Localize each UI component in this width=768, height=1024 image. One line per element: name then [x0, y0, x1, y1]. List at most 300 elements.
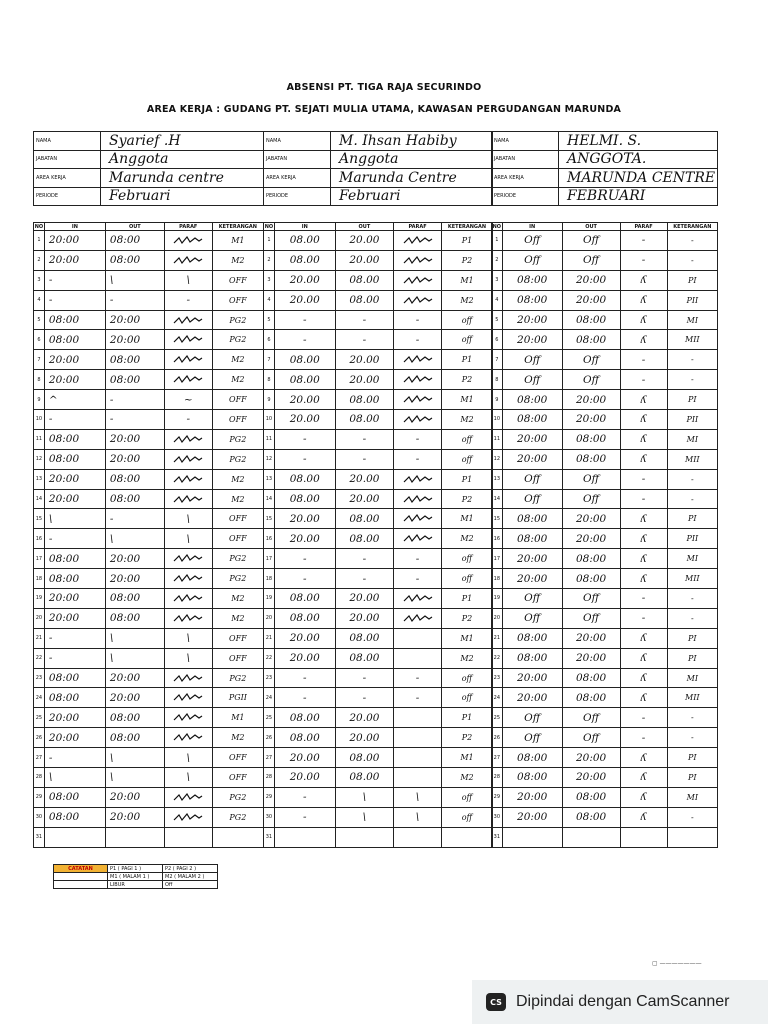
info-label-periode: PERIODE [264, 187, 331, 206]
day-number: 20 [492, 608, 503, 628]
paraf: \ [394, 787, 442, 807]
paraf: ʎ [620, 270, 667, 290]
paraf [620, 827, 667, 847]
legend-m2: M2 ( MALAM 2 ) [163, 873, 218, 881]
time-in: 08:00 [44, 330, 105, 350]
time-in: 08:00 [44, 569, 105, 589]
keterangan: P2 [441, 728, 492, 748]
day-number: 19 [492, 589, 503, 609]
keterangan: off [441, 310, 492, 330]
time-in: Off [502, 608, 562, 628]
keterangan: - [667, 589, 717, 609]
keterangan [441, 827, 492, 847]
paraf [394, 509, 442, 529]
paraf: - [394, 688, 442, 708]
table-row [264, 628, 493, 648]
keterangan: M1 [441, 748, 492, 768]
time-out: 08:00 [105, 469, 164, 489]
header-ket: KETERANGAN [667, 223, 717, 231]
time-in: 08:00 [44, 449, 105, 469]
keterangan: - [667, 231, 717, 251]
day-number: 8 [34, 370, 45, 390]
day-number: 4 [264, 290, 275, 310]
day-number: 31 [34, 827, 45, 847]
time-in: 20:00 [44, 370, 105, 390]
day-number: 16 [34, 529, 45, 549]
keterangan: M2 [212, 469, 263, 489]
table-row [34, 787, 264, 807]
keterangan: OFF [212, 390, 263, 410]
time-in: - [44, 270, 105, 290]
paraf [164, 708, 212, 728]
time-in: 20:00 [44, 608, 105, 628]
time-in: 08:00 [502, 509, 562, 529]
time-out: 20.00 [335, 728, 394, 748]
table-row [34, 250, 264, 270]
signature-icon [403, 296, 433, 305]
keterangan: off [441, 688, 492, 708]
table-row [264, 390, 493, 410]
table-row [264, 429, 493, 449]
table-row [492, 469, 718, 489]
paraf [394, 290, 442, 310]
keterangan: MII [667, 569, 717, 589]
time-out: 20:00 [105, 310, 164, 330]
time-in: 08:00 [502, 290, 562, 310]
day-number: 10 [264, 410, 275, 430]
paraf: ʎ [620, 807, 667, 827]
table-row [492, 250, 718, 270]
keterangan: P1 [441, 350, 492, 370]
keterangan: M2 [441, 648, 492, 668]
day-number: 12 [34, 449, 45, 469]
keterangan: off [441, 668, 492, 688]
paraf: ʎ [620, 449, 667, 469]
keterangan: off [441, 569, 492, 589]
table-row [492, 529, 718, 549]
table-row [264, 807, 493, 827]
time-in: 08.00 [274, 608, 335, 628]
table-row [34, 748, 264, 768]
time-in: - [44, 529, 105, 549]
paraf: ʎ [620, 648, 667, 668]
paraf: - [394, 429, 442, 449]
day-number: 14 [34, 489, 45, 509]
header-paraf: PARAF [164, 223, 212, 231]
table-row [492, 390, 718, 410]
keterangan: off [441, 449, 492, 469]
table-row [264, 410, 493, 430]
keterangan: PG2 [212, 429, 263, 449]
time-out: 20.00 [335, 370, 394, 390]
paraf [164, 549, 212, 569]
time-out: 08:00 [105, 231, 164, 251]
day-number: 15 [492, 509, 503, 529]
day-number: 23 [264, 668, 275, 688]
table-row [492, 748, 718, 768]
day-number: 3 [34, 270, 45, 290]
paraf: ʎ [620, 429, 667, 449]
day-number: 7 [264, 350, 275, 370]
keterangan: MII [667, 330, 717, 350]
keterangan: PII [667, 290, 717, 310]
table-row [492, 688, 718, 708]
paraf [164, 489, 212, 509]
info-value-nama: HELMI. S. [559, 132, 718, 151]
day-number: 11 [34, 429, 45, 449]
attendance-table-2 [263, 222, 493, 848]
day-number: 4 [492, 290, 503, 310]
day-number: 17 [492, 549, 503, 569]
table-row [34, 330, 264, 350]
keterangan: OFF [212, 648, 263, 668]
table-row [264, 688, 493, 708]
time-in: Off [502, 489, 562, 509]
day-number: 31 [492, 827, 503, 847]
paraf [394, 748, 442, 768]
table-row [492, 270, 718, 290]
day-number: 20 [264, 608, 275, 628]
legend-table [53, 864, 218, 889]
camscanner-icon: CS [486, 993, 506, 1011]
day-number: 13 [264, 469, 275, 489]
day-number: 31 [264, 827, 275, 847]
time-out: 20:00 [562, 270, 620, 290]
table-row [264, 668, 493, 688]
time-out: 08:00 [105, 250, 164, 270]
signature-icon [173, 554, 203, 563]
time-out: Off [562, 608, 620, 628]
time-in: Off [502, 231, 562, 251]
signature-icon [403, 415, 433, 424]
day-number: 29 [264, 787, 275, 807]
paraf: - [394, 330, 442, 350]
paraf: \ [164, 628, 212, 648]
day-number: 14 [264, 489, 275, 509]
day-number: 7 [492, 350, 503, 370]
time-in: - [44, 628, 105, 648]
table-row [264, 231, 493, 251]
info-value-area: MARUNDA CENTRE [559, 169, 718, 188]
paraf: - [620, 589, 667, 609]
day-number: 26 [264, 728, 275, 748]
info-value-nama: Syarief .H [101, 132, 264, 151]
day-number: 4 [34, 290, 45, 310]
time-out: 08:00 [105, 489, 164, 509]
table-row [264, 827, 493, 847]
day-number: 20 [34, 608, 45, 628]
signature-icon [173, 733, 203, 742]
time-in: 20:00 [502, 569, 562, 589]
time-in: 20:00 [502, 668, 562, 688]
paraf [394, 250, 442, 270]
keterangan: M2 [212, 589, 263, 609]
keterangan: M1 [212, 708, 263, 728]
info-label-periode: PERIODE [34, 187, 101, 206]
time-out: - [105, 290, 164, 310]
table-row [34, 569, 264, 589]
time-out: 08.00 [335, 509, 394, 529]
paraf [164, 330, 212, 350]
time-in: 20:00 [44, 469, 105, 489]
time-in: 20:00 [502, 787, 562, 807]
day-number: 2 [492, 250, 503, 270]
time-in: Off [502, 589, 562, 609]
table-row [492, 429, 718, 449]
time-out: 08.00 [335, 529, 394, 549]
keterangan: off [441, 330, 492, 350]
table-row [264, 748, 493, 768]
table-row [492, 569, 718, 589]
day-number: 8 [264, 370, 275, 390]
table-row [34, 390, 264, 410]
time-out: 08:00 [562, 549, 620, 569]
signature-icon [173, 236, 203, 245]
time-in: - [274, 688, 335, 708]
table-row [492, 668, 718, 688]
info-label-jabatan: JABATAN [492, 150, 559, 169]
legend-p1: P1 ( PAGI 1 ) [108, 865, 163, 873]
paraf [164, 668, 212, 688]
time-out: - [335, 569, 394, 589]
time-out: - [105, 390, 164, 410]
keterangan: PG2 [212, 310, 263, 330]
day-number: 8 [492, 370, 503, 390]
day-number: 10 [34, 410, 45, 430]
day-number: 22 [34, 648, 45, 668]
time-out: \ [105, 748, 164, 768]
paraf [394, 827, 442, 847]
time-out: - [105, 509, 164, 529]
day-number: 11 [492, 429, 503, 449]
header-paraf: PARAF [394, 223, 442, 231]
keterangan: off [441, 549, 492, 569]
time-out: Off [562, 489, 620, 509]
keterangan: P1 [441, 589, 492, 609]
table-row [264, 449, 493, 469]
time-out: 20.00 [335, 469, 394, 489]
day-number: 26 [34, 728, 45, 748]
signature-icon [173, 594, 203, 603]
time-out: 08:00 [562, 787, 620, 807]
day-number: 29 [34, 787, 45, 807]
table-row [34, 708, 264, 728]
time-out: - [335, 429, 394, 449]
paraf [394, 350, 442, 370]
day-number: 13 [492, 469, 503, 489]
time-in: 20:00 [44, 231, 105, 251]
time-out: 20.00 [335, 589, 394, 609]
keterangan: PI [667, 628, 717, 648]
keterangan: P1 [441, 708, 492, 728]
day-number: 18 [264, 569, 275, 589]
time-in: 08:00 [44, 668, 105, 688]
day-number: 30 [264, 807, 275, 827]
paraf [164, 370, 212, 390]
paraf: - [164, 410, 212, 430]
table-row [34, 290, 264, 310]
signature-icon [403, 355, 433, 364]
day-number: 19 [34, 589, 45, 609]
info-value-area: Marunda centre [101, 169, 264, 188]
keterangan: OFF [212, 509, 263, 529]
time-out: - [335, 310, 394, 330]
keterangan: M1 [441, 509, 492, 529]
keterangan: M2 [212, 489, 263, 509]
table-row [492, 608, 718, 628]
info-label-nama: NAMA [264, 132, 331, 151]
signature-icon [173, 713, 203, 722]
time-in: - [274, 449, 335, 469]
legend-m1: M1 ( MALAM 1 ) [108, 873, 163, 881]
day-number: 28 [492, 768, 503, 788]
paraf [164, 608, 212, 628]
time-out: 20.00 [335, 708, 394, 728]
info-value-nama: M. Ihsan Habiby [331, 132, 493, 151]
time-out: 20:00 [105, 668, 164, 688]
table-row [492, 410, 718, 430]
time-in: 08.00 [274, 350, 335, 370]
keterangan: PI [667, 768, 717, 788]
signature-icon [403, 495, 433, 504]
signature-icon [173, 693, 203, 702]
day-number: 5 [492, 310, 503, 330]
paraf: - [620, 250, 667, 270]
info-label-jabatan: JABATAN [34, 150, 101, 169]
day-number: 9 [492, 390, 503, 410]
paraf [164, 569, 212, 589]
paraf: ʎ [620, 787, 667, 807]
header-ket: KETERANGAN [441, 223, 492, 231]
info-value-jabatan: Anggota [331, 150, 493, 169]
keterangan: PI [667, 509, 717, 529]
table-row [264, 290, 493, 310]
paraf: - [394, 449, 442, 469]
table-row [264, 787, 493, 807]
day-number: 3 [492, 270, 503, 290]
paraf: - [394, 310, 442, 330]
header-out: OUT [335, 223, 394, 231]
time-out: 08:00 [562, 429, 620, 449]
signature-icon [173, 256, 203, 265]
employee-info-1 [33, 131, 264, 206]
attendance-table-3 [491, 222, 718, 848]
info-value-periode: Februari [101, 187, 264, 206]
table-row [34, 429, 264, 449]
time-out: Off [562, 350, 620, 370]
keterangan: OFF [212, 628, 263, 648]
time-out [562, 827, 620, 847]
paraf [394, 589, 442, 609]
day-number: 17 [264, 549, 275, 569]
time-in: - [274, 807, 335, 827]
keterangan: - [667, 728, 717, 748]
time-out: 20:00 [562, 628, 620, 648]
time-out: 08:00 [562, 668, 620, 688]
day-number: 25 [264, 708, 275, 728]
table-row [492, 768, 718, 788]
paraf: \ [164, 648, 212, 668]
keterangan: - [667, 469, 717, 489]
day-number: 22 [264, 648, 275, 668]
time-out: \ [105, 628, 164, 648]
time-in: Off [502, 370, 562, 390]
time-in: 08:00 [502, 410, 562, 430]
keterangan: - [667, 250, 717, 270]
time-out: 08.00 [335, 410, 394, 430]
time-out: 08:00 [105, 370, 164, 390]
table-row [264, 330, 493, 350]
keterangan: PII [667, 410, 717, 430]
paraf: ʎ [620, 390, 667, 410]
table-row [34, 549, 264, 569]
time-in: 20.00 [274, 290, 335, 310]
header-in: IN [44, 223, 105, 231]
keterangan [667, 827, 717, 847]
time-out: 08.00 [335, 748, 394, 768]
day-number: 6 [492, 330, 503, 350]
time-in: 20.00 [274, 628, 335, 648]
time-in: - [44, 648, 105, 668]
table-row [34, 231, 264, 251]
time-in: \ [44, 768, 105, 788]
time-in: 08.00 [274, 489, 335, 509]
day-number: 2 [264, 250, 275, 270]
time-out: 20:00 [562, 390, 620, 410]
table-row [264, 589, 493, 609]
day-number: 21 [34, 628, 45, 648]
signature-icon [173, 495, 203, 504]
info-value-jabatan: ANGGOTA. [559, 150, 718, 169]
keterangan: MII [667, 449, 717, 469]
time-out: 20:00 [105, 688, 164, 708]
time-out: 20:00 [562, 748, 620, 768]
paraf [164, 827, 212, 847]
time-out: 20.00 [335, 489, 394, 509]
header-ket: KETERANGAN [212, 223, 263, 231]
time-in: 20:00 [44, 728, 105, 748]
table-row [492, 370, 718, 390]
table-row [34, 370, 264, 390]
table-row [264, 728, 493, 748]
day-number: 28 [264, 768, 275, 788]
day-number: 5 [34, 310, 45, 330]
keterangan: PI [667, 390, 717, 410]
paraf [394, 529, 442, 549]
keterangan: M1 [441, 628, 492, 648]
keterangan: M1 [441, 390, 492, 410]
time-out: 20:00 [562, 529, 620, 549]
table-row [264, 350, 493, 370]
day-number: 12 [492, 449, 503, 469]
table-row [492, 648, 718, 668]
keterangan: OFF [212, 529, 263, 549]
day-number: 25 [34, 708, 45, 728]
keterangan: PG2 [212, 569, 263, 589]
day-number: 23 [492, 668, 503, 688]
time-in: 20.00 [274, 529, 335, 549]
time-in: 20.00 [274, 768, 335, 788]
paraf [164, 807, 212, 827]
time-in: 20:00 [502, 688, 562, 708]
time-out: 20:00 [562, 648, 620, 668]
time-out: 20:00 [105, 330, 164, 350]
time-in: 08:00 [502, 768, 562, 788]
time-out: 08:00 [562, 569, 620, 589]
paraf [394, 410, 442, 430]
time-in: Off [502, 250, 562, 270]
paraf [164, 429, 212, 449]
